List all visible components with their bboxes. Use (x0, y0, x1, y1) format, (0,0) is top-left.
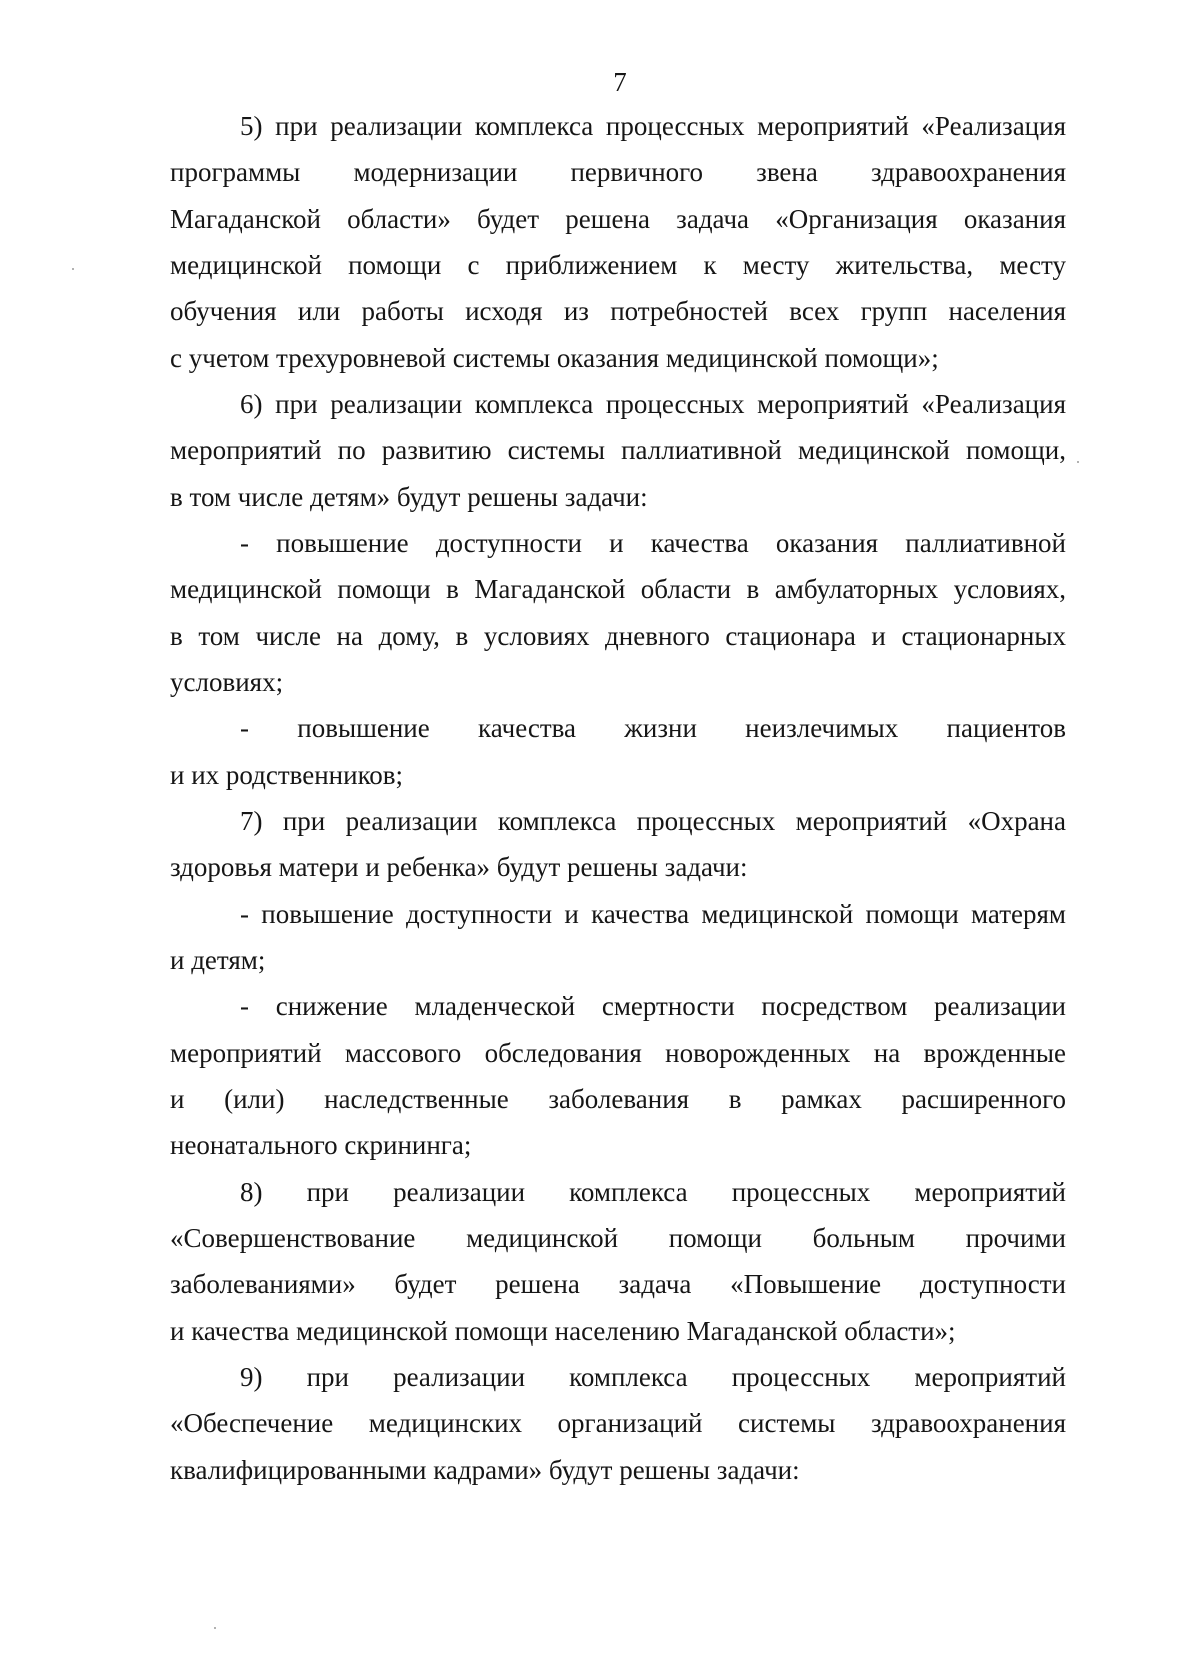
bullet-infant-mortality-line-4: неонатального скрининга; (170, 1130, 472, 1160)
paragraph-5-line-3: Магаданской области» будет решена задача «Организация оказания (170, 204, 1066, 234)
paragraph-6-line-2: мероприятий по развитию системы паллиативной медицинской помощи, (170, 435, 1066, 465)
bullet-palliative-line-1: - повышение доступности и качества оказания паллиативной (240, 528, 1066, 558)
scan-speck (72, 268, 74, 270)
bullet-palliative-line-2: медицинской помощи в Магаданской области в амбулаторных условиях, (170, 574, 1066, 604)
paragraph-5-line-1: 5) при реализации комплекса процессных мероприятий «Реализация (240, 111, 1066, 141)
paragraph-5-line-6: с учетом трехуровневой системы оказания медицинской помощи»; (170, 343, 939, 373)
paragraph-8-line-2: «Совершенствование медицинской помощи больным прочими (170, 1223, 1066, 1253)
bullet-palliative-line-4: условиях; (170, 667, 284, 697)
bullet-mothers-children-line-1: - повышение доступности и качества медицинской помощи матерям (240, 899, 1066, 929)
bullet-quality-of-life-line-2: и их родственников; (170, 760, 404, 790)
bullet-infant-mortality-line-2: мероприятий массового обследования новорожденных на врожденные (170, 1038, 1066, 1068)
paragraph-5-line-5: обучения или работы исходя из потребностей всех групп населения (170, 296, 1066, 326)
bullet-infant-mortality-line-3: и (или) наследственные заболевания в рамках расширенного (170, 1084, 1066, 1114)
paragraph-8-line-4: и качества медицинской помощи населению Магаданской области»; (170, 1316, 956, 1346)
paragraph-7-line-2: здоровья матери и ребенка» будут решены задачи: (170, 852, 748, 882)
bullet-mothers-children-line-2: и детям; (170, 945, 266, 975)
bullet-infant-mortality-line-1: - снижение младенческой смертности посредством реализации (240, 991, 1066, 1021)
paragraph-9-line-3: квалифицированными кадрами» будут решены задачи: (170, 1455, 800, 1485)
paragraph-5-line-4: медицинской помощи с приближением к месту жительства, месту (170, 250, 1066, 280)
paragraph-9-line-1: 9) при реализации комплекса процессных мероприятий (240, 1362, 1066, 1392)
paragraph-5-line-2: программы модернизации первичного звена здравоохранения (170, 157, 1066, 187)
paragraph-8-line-3: заболеваниями» будет решена задача «Повышение доступности (170, 1269, 1066, 1299)
bullet-quality-of-life-line-1: - повышение качества жизни неизлечимых пациентов (240, 713, 1066, 743)
paragraph-6-line-3: в том числе детям» будут решены задачи: (170, 482, 648, 512)
paragraph-7-line-1: 7) при реализации комплекса процессных мероприятий «Охрана (240, 806, 1066, 836)
paragraph-8-line-1: 8) при реализации комплекса процессных мероприятий (240, 1177, 1066, 1207)
scan-speck (1077, 461, 1079, 463)
page-number: 7 (613, 67, 627, 97)
bullet-palliative-line-3: в том числе на дому, в условиях дневного стационара и стационарных (170, 621, 1066, 651)
paragraph-9-line-2: «Обеспечение медицинских организаций системы здравоохранения (170, 1408, 1066, 1438)
paragraph-6-line-1: 6) при реализации комплекса процессных мероприятий «Реализация (240, 389, 1066, 419)
scan-speck (214, 1627, 216, 1629)
